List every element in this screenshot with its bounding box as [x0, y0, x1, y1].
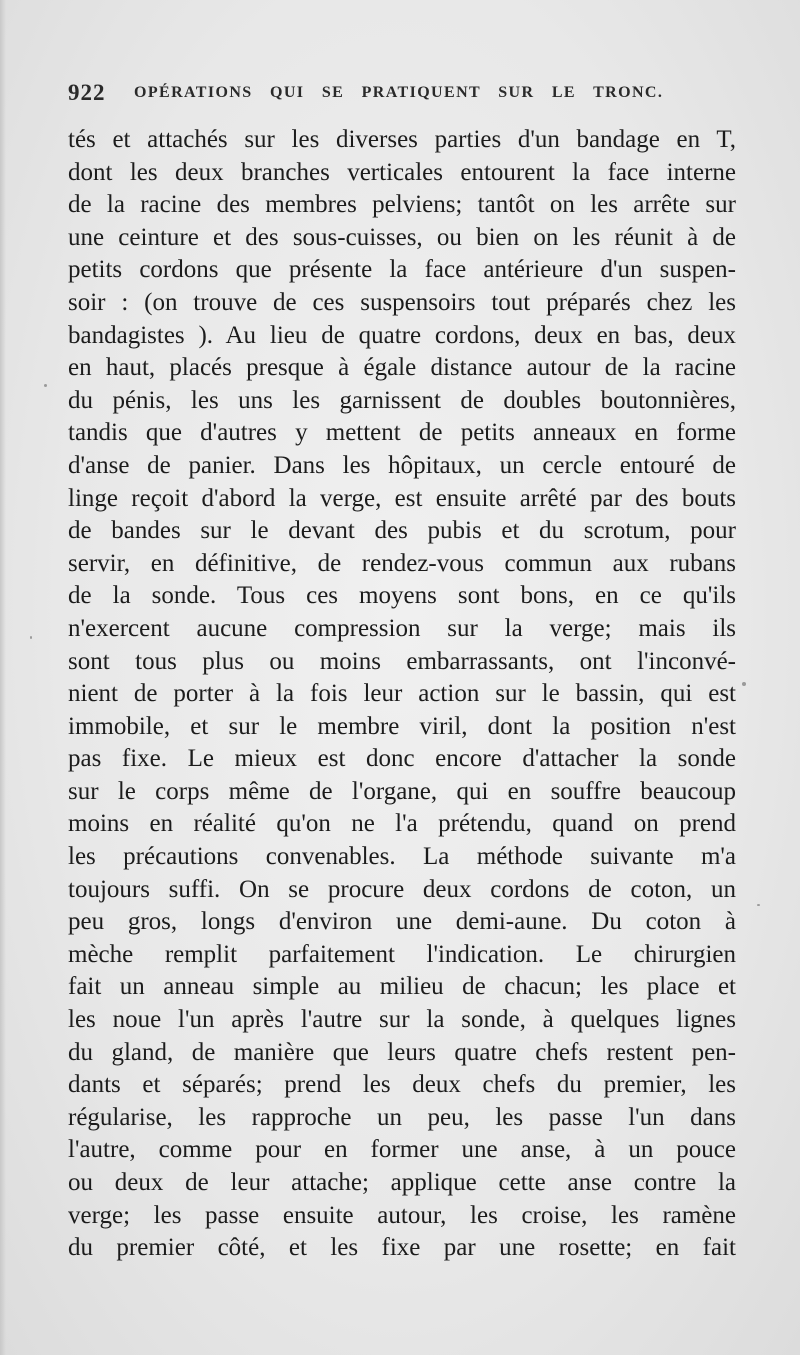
text-line: d'anse de panier. Dans les hôpitaux, un cercle entouré de — [68, 451, 736, 479]
text-line: tés et attachés sur les diverses parties d'un bandage en T, — [68, 126, 736, 153]
text-line: du premier côté, et les fixe par une rosette; en fait — [68, 1234, 736, 1262]
text-line: servir, en définitive, de rendez-vous commun aux rubans — [68, 549, 736, 577]
text-line: tandis que d'autres y mettent de petits anneaux en forme — [68, 419, 736, 447]
text-line: moins en réalité qu'on ne l'a prétendu, quand on prend — [68, 810, 736, 838]
body-text — [68, 124, 736, 1265]
text-line: du pénis, les uns les garnissent de doubles boutonnières, — [68, 386, 736, 414]
text-line: verge; les passe ensuite autour, les croise, les ramène — [68, 1201, 736, 1229]
text-line: soir : (on trouve de ces suspensoirs tout préparés chez les — [68, 288, 736, 316]
text-line: dont les deux branches verticales entourent la face interne — [68, 158, 736, 186]
text-line: de la racine des membres pelviens; tantôt on les arrête sur — [68, 191, 736, 219]
page-number: 922 — [68, 80, 106, 105]
text-line: fait un anneau simple au milieu de chacun; les place et — [68, 973, 736, 1001]
text-line: sur le corps même de l'organe, qui en souffre beaucoup — [68, 777, 736, 805]
text-line: régularise, les rapproche un peu, les passe l'un dans — [68, 1103, 736, 1131]
paper-speck — [30, 636, 32, 639]
text-line: en haut, placés presque à égale distance autour de la racine — [68, 354, 736, 382]
paper-speck — [44, 384, 47, 387]
paper-speck — [742, 682, 746, 686]
text-line: sont tous plus ou moins embarrassants, ont l'inconvé- — [68, 647, 736, 675]
text-line: ou deux de leur attache; applique cette anse contre la — [68, 1169, 736, 1196]
text-line: dants et séparés; prend les deux chefs du premier, les — [68, 1071, 736, 1099]
text-line: immobile, et sur le membre viril, dont la position n'est — [68, 712, 736, 740]
text-line: du gland, de manière que leurs quatre chefs restent pen- — [68, 1038, 736, 1066]
text-line: de la sonde. Tous ces moyens sont bons, en ce qu'ils — [68, 582, 736, 610]
text-line: pas fixe. Le mieux est donc encore d'attacher la sonde — [68, 745, 736, 773]
text-line: de bandes sur le devant des pubis et du scrotum, pour — [68, 517, 736, 545]
text-line: une ceinture et des sous-cuisses, ou bien on les réunit à de — [68, 223, 736, 251]
text-line: bandagistes ). Au lieu de quatre cordons, deux en bas, deux — [68, 321, 736, 349]
text-line: les noue l'un après l'autre sur la sonde, à quelques lignes — [68, 1006, 736, 1034]
text-line: toujours suffi. On se procure deux cordons de coton, un — [68, 875, 736, 903]
running-head: OPÉRATIONS QUI SE PRATIQUENT SUR LE TRONC. — [134, 84, 664, 101]
text-line: peu gros, longs d'environ une demi-aune. Du coton à — [68, 908, 736, 936]
text-line: l'autre, comme pour en former une anse, à un pouce — [68, 1136, 736, 1164]
text-line: n'exercent aucune compression sur la verge; mais ils — [68, 614, 736, 642]
text-line: mèche remplit parfaitement l'indication. Le chirurgien — [68, 940, 736, 968]
text-line: nient de porter à la fois leur action sur le bassin, qui est — [68, 680, 736, 708]
text-line: linge reçoit d'abord la verge, est ensuite arrêté par des bouts — [68, 484, 736, 512]
text-line: petits cordons que présente la face antérieure d'un suspen- — [68, 256, 736, 284]
text-line: les précautions convenables. La méthode suivante m'a — [68, 843, 736, 871]
page-header — [68, 80, 738, 110]
paper-speck — [757, 904, 760, 906]
